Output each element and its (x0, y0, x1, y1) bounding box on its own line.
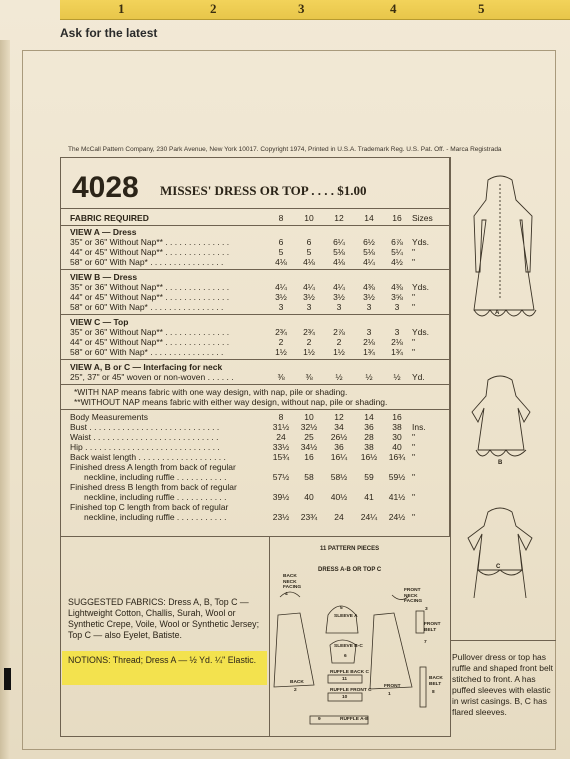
back-piece (274, 613, 314, 687)
fabric-value: 4¼ (303, 282, 315, 292)
view-label-b: B (498, 460, 503, 466)
fabric-value: 3 (278, 302, 284, 312)
body-size: 12 (334, 412, 344, 422)
fabric-row-label: 58" or 60" With Nap* . . . . . . . . . . . . . . . . (70, 257, 224, 267)
body-value: 34½ (300, 442, 318, 452)
finished-value: 40 (304, 492, 314, 502)
label-sleeve-bc: SLEEVE B-C (334, 644, 363, 649)
divider (60, 314, 450, 315)
finished-unit: " (412, 492, 416, 502)
fabric-value: 2⅞ (333, 327, 345, 337)
finished-value: 23¾ (300, 512, 318, 522)
finished-value: 40½ (330, 492, 348, 502)
copyright-line: The McCall Pattern Company, 230 Park Avenue, New York 10017. Copyright 1974, Printed in U.S.A. Trademark Reg. U.S. Pat. Off. - Marca Registrada (68, 146, 502, 153)
body-value: 26½ (330, 432, 348, 442)
view-illustrations (452, 160, 556, 640)
fabric-unit: Yd. (412, 372, 425, 382)
fabric-value: 5⅛ (333, 247, 345, 257)
view-label-c: C (496, 564, 501, 570)
label-ruffle-front: RUFFLE FRONT C (330, 688, 372, 693)
finished-value: 59½ (388, 472, 406, 482)
fabric-value: 1½ (275, 347, 287, 357)
fabric-value: 2 (336, 337, 342, 347)
fabric-value: 3½ (333, 292, 345, 302)
label-back-num: 2 (294, 688, 297, 693)
divider (60, 225, 450, 226)
size-header: 14 (364, 213, 374, 223)
fabric-unit: Yds. (412, 327, 430, 337)
label-back-belt-num: 8 (432, 690, 435, 695)
notions-text: NOTIONS: Thread; Dress A — ½ Yd. ¼" Elastic. (68, 655, 257, 665)
divider (60, 269, 450, 270)
body-size: 8 (278, 412, 284, 422)
back-belt-piece (420, 667, 426, 707)
body-value: 16½ (360, 452, 378, 462)
nap-note: **WITHOUT NAP means fabric with either way design, without nap, pile or shading. (74, 397, 388, 407)
label-ruffle-back-num: 11 (342, 677, 348, 682)
fabric-row-label: 58" or 60" With Nap* . . . . . . . . . . . . . . . . (70, 302, 224, 312)
fabric-unit: " (412, 347, 416, 357)
view-title: VIEW C — Top (70, 317, 129, 327)
fabric-value: 4⅛ (275, 257, 287, 267)
body-value: 28 (364, 432, 374, 442)
body-value: 30 (392, 432, 402, 442)
fabric-value: 1½ (333, 347, 345, 357)
divider (60, 384, 450, 385)
label-front-belt-num: 7 (424, 640, 427, 645)
fabric-row-label: 35" or 36" Without Nap** . . . . . . . . . . . . . . (70, 282, 230, 292)
label-ruffle-ab: RUFFLE A-B (340, 717, 369, 722)
body-row-label: Bust . . . . . . . . . . . . . . . . . . . . . . . . . . . . (70, 422, 220, 432)
size-header: 8 (278, 213, 284, 223)
fabric-value: 6 (306, 237, 312, 247)
fabric-value: 4¼ (333, 282, 345, 292)
label-back-belt: BACK BELT (429, 676, 443, 687)
body-row-label: Back waist length . . . . . . . . . . . . . . . . . . . (70, 452, 226, 462)
fabric-row-label: 58" or 60" With Nap* . . . . . . . . . . . . . . . . (70, 347, 224, 357)
fabric-row-label: 35" or 36" Without Nap** . . . . . . . . . . . . . . (70, 327, 230, 337)
body-value: 34 (334, 422, 344, 432)
label-back-neck: BACK NECK FACING (283, 574, 302, 590)
fabric-value: 1¾ (363, 347, 375, 357)
finished-value: 24½ (388, 512, 406, 522)
body-size: 14 (364, 412, 374, 422)
envelope-fold-edge (0, 40, 10, 759)
fabric-value: 6⅞ (391, 237, 403, 247)
body-value: 36 (334, 442, 344, 452)
label-back: BACK (290, 680, 304, 685)
view-title: VIEW A — Dress (70, 227, 137, 237)
body-value: 31½ (272, 422, 290, 432)
body-row-label: Hip . . . . . . . . . . . . . . . . . . . . . . . . . . . . . (70, 442, 220, 452)
fabric-value: 2¾ (275, 327, 287, 337)
finished-label: neckline, including ruffle . . . . . . . . . . . (84, 492, 227, 502)
fabric-value: 6½ (363, 237, 375, 247)
fabric-value: 3 (394, 327, 400, 337)
tape-number: 1 (118, 1, 125, 16)
fabric-value: 4⅛ (333, 257, 345, 267)
label-sleeve-bc-num: 6 (344, 654, 347, 659)
front-belt-piece (416, 611, 424, 633)
divider (60, 359, 450, 360)
fabric-value: 2 (278, 337, 284, 347)
label-front: FRONT (384, 684, 401, 689)
view-a-drawing (474, 176, 536, 316)
tape-number: 5 (478, 1, 485, 16)
body-unit: " (412, 442, 416, 452)
fabric-value: 3 (306, 302, 312, 312)
body-size: 16 (392, 412, 402, 422)
view-c-drawing (468, 508, 532, 598)
interfacing-title: VIEW A, B or C — Interfacing for neck (70, 362, 223, 372)
fabric-value: 6¼ (333, 237, 345, 247)
fabric-value: 2¾ (303, 327, 315, 337)
fabric-value: 2⅛ (363, 337, 375, 347)
fabric-value: 4¼ (275, 282, 287, 292)
size-header: 16 (392, 213, 402, 223)
tape-number: 2 (210, 1, 217, 16)
body-value: 16 (304, 452, 314, 462)
finished-label: Finished dress B length from back of regular (70, 482, 237, 492)
finished-label: neckline, including ruffle . . . . . . . . . . . (84, 512, 227, 522)
fabric-unit: " (412, 247, 416, 257)
body-heading: Body Measurements (70, 412, 148, 422)
fabric-value: 3⅝ (391, 292, 403, 302)
fabric-value: ⅜ (305, 372, 313, 382)
body-unit: Ins. (412, 422, 426, 432)
interfacing-label: 25", 37" or 45" woven or non-woven . . . . . . (70, 372, 234, 382)
fabric-value: ½ (393, 372, 401, 382)
fabric-value: 3 (366, 302, 372, 312)
sizes-label: Sizes (412, 213, 433, 223)
finished-value: 59 (364, 472, 374, 482)
front-piece (370, 613, 412, 689)
fabric-value: 6 (278, 237, 284, 247)
label-back-neck-num: 4 (285, 592, 288, 597)
body-value: 16¼ (330, 452, 348, 462)
pattern-title: MISSES' DRESS OR TOP . . . . $1.00 (160, 183, 367, 198)
tape-number: 3 (298, 1, 305, 16)
fabric-value: 4⅜ (391, 282, 403, 292)
tape-measure (60, 0, 570, 20)
finished-value: 24¼ (360, 512, 378, 522)
suggested-fabrics: SUGGESTED FABRICS: Dress A, B, Top C — Lightweight Cotton, Challis, Surah, Wool or Synthetic Crepe, Voile, Wool or Synthetic Jersey; Top C — also Eyelet, Batiste. (68, 597, 260, 640)
label-sleeve-a-num: 5 (340, 606, 343, 611)
body-row-label: Waist . . . . . . . . . . . . . . . . . . . . . . . . . . . (70, 432, 219, 442)
view-b-drawing (472, 376, 530, 456)
size-header: 10 (304, 213, 314, 223)
fabric-value: ½ (335, 372, 343, 382)
fabric-value: 3½ (303, 292, 315, 302)
finished-value: 58 (304, 472, 314, 482)
view-label-a: A (495, 310, 500, 316)
label-front-num: 1 (388, 692, 391, 697)
body-unit: " (412, 452, 416, 462)
body-unit: " (412, 432, 416, 442)
fabric-unit: Yds. (412, 237, 430, 247)
label-front-neck-num: 3 (425, 607, 428, 612)
pattern-number: 4028 (72, 171, 139, 204)
body-value: 32½ (300, 422, 318, 432)
pattern-pieces-title: 11 PATTERN PIECES (320, 546, 380, 552)
fabric-unit: " (412, 257, 416, 267)
fabric-value: 5⅛ (363, 247, 375, 257)
size-header: 12 (334, 213, 344, 223)
finished-unit: " (412, 472, 416, 482)
black-mark (4, 668, 11, 690)
fabric-unit: " (412, 292, 416, 302)
body-value: 38 (364, 442, 374, 452)
fabric-value: 3 (394, 302, 400, 312)
fabric-value: ⅜ (277, 372, 285, 382)
divider (450, 640, 556, 641)
ask-for-latest: Ask for the latest (60, 26, 158, 40)
fabric-row-label: 35" or 36" Without Nap** . . . . . . . . . . . . . . (70, 237, 230, 247)
body-value: 24 (276, 432, 286, 442)
finished-unit: " (412, 512, 416, 522)
fabric-value: 2 (306, 337, 312, 347)
fabric-heading: FABRIC REQUIRED (70, 213, 149, 223)
fabric-row-label: 44" or 45" Without Nap** . . . . . . . . . . . . . . (70, 247, 230, 257)
body-size: 10 (304, 412, 314, 422)
body-value: 38 (392, 422, 402, 432)
body-value: 40 (392, 442, 402, 452)
fabric-value: 4⅜ (363, 282, 375, 292)
fabric-value: 4⅛ (303, 257, 315, 267)
back-neck-facing-piece (280, 592, 300, 597)
fabric-value: 5 (278, 247, 284, 257)
fabric-unit: " (412, 337, 416, 347)
label-ruffle-back: RUFFLE BACK C (330, 670, 369, 675)
finished-value: 41 (364, 492, 374, 502)
label-ruffle-ab-num: 9 (318, 717, 321, 722)
divider (60, 208, 450, 209)
view-title: VIEW B — Dress (70, 272, 138, 282)
body-value: 25 (304, 432, 314, 442)
body-value: 36 (364, 422, 374, 432)
label-front-neck: FRONT NECK FACING (404, 588, 423, 604)
fabric-value: 1½ (303, 347, 315, 357)
fabric-value: 3 (336, 302, 342, 312)
finished-value: 39½ (272, 492, 290, 502)
fabric-value: 3 (366, 327, 372, 337)
finished-value: 24 (334, 512, 344, 522)
fabric-unit: " (412, 302, 416, 312)
divider (60, 409, 450, 410)
finished-value: 57½ (272, 472, 290, 482)
finished-value: 41½ (388, 492, 406, 502)
fabric-value: 1¾ (391, 347, 403, 357)
finished-value: 23½ (272, 512, 290, 522)
fabric-unit: Yds. (412, 282, 430, 292)
fabric-value: 3½ (363, 292, 375, 302)
fabric-value: 3½ (275, 292, 287, 302)
tape-number: 4 (390, 1, 397, 16)
fabric-row-label: 44" or 45" Without Nap** . . . . . . . . . . . . . . (70, 337, 230, 347)
nap-note: *WITH NAP means fabric with one way design, with nap, pile or shading. (74, 387, 348, 397)
fabric-value: 5¼ (391, 247, 403, 257)
body-value: 15¾ (272, 452, 290, 462)
fabric-value: 4¼ (363, 257, 375, 267)
fabric-value: 5 (306, 247, 312, 257)
finished-label: neckline, including ruffle . . . . . . . . . . . (84, 472, 227, 482)
label-sleeve-a: SLEEVE A (334, 614, 358, 619)
finished-value: 58½ (330, 472, 348, 482)
finished-label: Finished dress A length from back of regular (70, 462, 236, 472)
view-description: Pullover dress or top has ruffle and shaped front belt stitched to front. A has puffed sleeves with elastic in wrist casings. B, C has flared sleeves. (452, 652, 553, 717)
body-value: 33½ (272, 442, 290, 452)
fabric-value: 4½ (391, 257, 403, 267)
pattern-pieces-subtitle: DRESS A-B OR TOP C (318, 567, 382, 573)
label-ruffle-front-num: 10 (342, 695, 348, 700)
fabric-value: ½ (365, 372, 373, 382)
fabric-value: 2⅛ (391, 337, 403, 347)
fabric-row-label: 44" or 45" Without Nap** . . . . . . . . . . . . . . (70, 292, 230, 302)
label-front-belt: FRONT BELT (424, 622, 441, 633)
body-value: 16¾ (388, 452, 406, 462)
finished-label: Finished top C length from back of regular (70, 502, 229, 512)
